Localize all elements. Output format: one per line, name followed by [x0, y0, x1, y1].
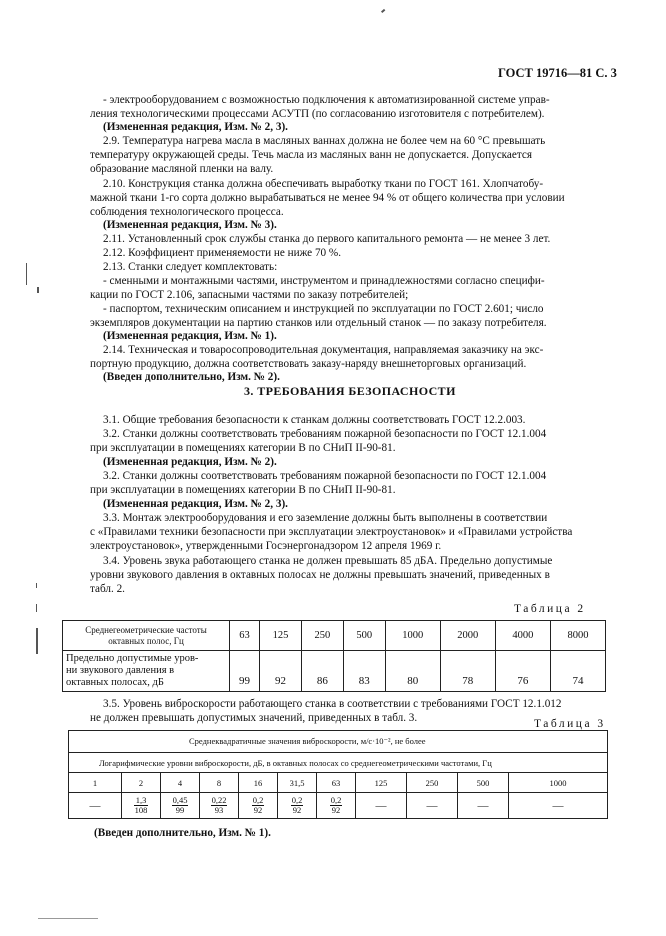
fraction-numerator: 1,3	[134, 796, 149, 807]
table3-freq: 1000	[509, 773, 608, 793]
para-3-4-line3: табл. 2.	[90, 583, 125, 595]
table2-header-label-line1: Среднегеометрические частоты	[85, 624, 207, 635]
para-2-14-line1: 2.14. Техническая и товаросопроводительная документация, направляемая заказчику на экс-	[103, 344, 544, 356]
table3-title: Среднеквадратичные значения виброскорости, м/с·10⁻², не более	[69, 731, 608, 753]
fraction-denominator: 99	[175, 805, 185, 815]
table3-cell	[161, 793, 200, 819]
scan-mark	[26, 263, 27, 285]
fraction	[330, 796, 343, 816]
para-2-13-line2: - сменными и монтажными частями, инструментом и принадлежностями согласно специфи-	[103, 275, 545, 287]
table3-freq: 4	[161, 773, 200, 793]
fraction-numerator: 0,2	[252, 794, 264, 805]
table2-freq: 4000	[495, 621, 550, 651]
fraction-denominator: 92	[292, 805, 302, 815]
para-3-5-line2: не должен превышать допустимых значений, приведенных в табл. 3.	[90, 712, 418, 724]
table3-cell	[122, 793, 161, 819]
table2-freq: 8000	[550, 621, 605, 651]
table3-cell: —	[407, 793, 458, 819]
table2-freq: 1000	[385, 621, 440, 651]
table2-value: 78	[440, 651, 495, 692]
para-3-1: 3.1. Общие требования безопасности к станкам должны соответствовать ГОСТ 12.2.003.	[103, 414, 526, 426]
para-2-13-line1: 2.13. Станки следует комплектовать:	[103, 261, 278, 273]
table2-value: 74	[550, 651, 605, 692]
table2-caption: Таблица 2	[514, 603, 586, 615]
table3-caption: Таблица 3	[534, 718, 606, 730]
table3-cell: —	[356, 793, 407, 819]
para-3-2b-line2: при эксплуатации в помещениях категории В по СНиП II-90-81.	[90, 484, 396, 496]
fraction-numerator: 0,22	[211, 794, 227, 805]
table2-row-label-line2: ни звукового давления в	[66, 665, 175, 676]
para-3-2b-note: (Измененная редакция, Изм. № 2, 3).	[103, 498, 288, 510]
table3-freq: 125	[356, 773, 407, 793]
table3-cell	[239, 793, 278, 819]
scan-mark	[36, 583, 37, 588]
fraction-numerator: 0,2	[330, 794, 342, 805]
table3-freq: 1	[69, 773, 122, 793]
para-2-9-line1: 2.9. Температура нагрева масла в масляных ваннах должна не более чем на 60 °С превышать	[103, 135, 546, 147]
table3-cell	[200, 793, 239, 819]
table2-value: 86	[301, 651, 343, 692]
para-3-2a-line1: 3.2. Станки должны соответствовать требованиям пожарной безопасности по ГОСТ 12.1.004	[103, 428, 547, 440]
para-2-13-line4: - паспортом, техническим описанием и инструкцией по эксплуатации по ГОСТ 2.601; число	[103, 303, 544, 315]
table3-cell	[278, 793, 317, 819]
table3-freq: 250	[407, 773, 458, 793]
table2-freq: 63	[230, 621, 260, 651]
scan-mark	[37, 287, 39, 293]
table2-freq: 250	[301, 621, 343, 651]
para-2-12: 2.12. Коэффициент применяемости не ниже 70 %.	[103, 247, 342, 259]
fraction	[134, 796, 149, 816]
table2-header-label-line2: октавных полос, Гц	[108, 635, 184, 646]
para-2-10-line3: соблюдения технологического процесса.	[90, 206, 284, 218]
fraction-numerator: 0,45	[172, 794, 188, 805]
para-2-10-note: (Измененная редакция, Изм. № 3).	[103, 219, 277, 231]
scan-mark	[381, 9, 385, 13]
table3-cell: —	[69, 793, 122, 819]
para-3-5-line1: 3.5. Уровень виброскорости работающего станка в соответствии с требованиями ГОСТ 12.1.012	[103, 698, 562, 710]
para-2-11: 2.11. Установленный срок службы станка до первого капитального ремонта — не менее 3 лет.	[103, 233, 551, 245]
para-2-9-line2: температуру окружающей среды. Течь масла из масляных ванн не допускается. Допускается	[90, 149, 532, 161]
para-2-14-line2: портную продукцию, должна соответствовать заказу-наряду внешнеторговых организаций.	[90, 358, 527, 370]
para-3-3-line2: с «Правилами техники безопасности при эксплуатации электроустановок» и «Правилами устройства	[90, 526, 573, 538]
para-3-3-line1: 3.3. Монтаж электрооборудования и его заземление должны быть выполнены в соответствии	[103, 512, 548, 524]
scan-mark	[36, 628, 38, 654]
table2-freq: 2000	[440, 621, 495, 651]
para-2-8-line2: ления технологическими процессами АСУТП (по согласованию изготовителя с потребителем).	[90, 108, 545, 120]
table3-cell: —	[509, 793, 608, 819]
para-3-2b-line1: 3.2. Станки должны соответствовать требованиям пожарной безопасности по ГОСТ 12.1.004	[103, 470, 547, 482]
scan-mark	[38, 918, 98, 919]
para-2-8-line1: - электрооборудованием с возможностью подключения к автоматизированной системе управ-	[103, 94, 550, 106]
table2-value: 83	[343, 651, 385, 692]
para-3-4-line2: уровни звукового давления в октавных полосах не должны превышать значений, приведенных в	[90, 569, 550, 581]
para-2-14-note: (Введен дополнительно, Изм. № 2).	[103, 371, 280, 383]
table3	[68, 730, 608, 819]
table3-freq: 2	[122, 773, 161, 793]
page-header: ГОСТ 19716—81 С. 3	[498, 66, 617, 80]
fraction	[172, 796, 189, 816]
fraction	[252, 796, 265, 816]
table2-row-label-line1: Предельно допустимые уров-	[66, 653, 199, 664]
fraction-numerator: 0,2	[291, 794, 303, 805]
table2-value: 80	[385, 651, 440, 692]
table2-value: 92	[260, 651, 302, 692]
table3-freq: 31,5	[278, 773, 317, 793]
fraction-denominator: 108	[134, 805, 148, 815]
table3-freq: 8	[200, 773, 239, 793]
section-title: 3. ТРЕБОВАНИЯ БЕЗОПАСНОСТИ	[244, 384, 456, 398]
para-2-8-note: (Измененная редакция, Изм. № 2, 3).	[103, 121, 288, 133]
fraction-denominator: 93	[214, 805, 224, 815]
para-3-2a-note: (Измененная редакция, Изм. № 2).	[103, 456, 277, 468]
table3-note: (Введен дополнительно, Изм. № 1).	[94, 827, 271, 839]
para-2-13-line5: экземпляров документации на партию станков или отдельный станок — по заказу потребителя.	[90, 317, 547, 329]
scan-mark	[36, 604, 37, 612]
para-3-3-line3: электроустановок», утвержденными Госэнергонадзором 12 апреля 1969 г.	[90, 540, 442, 552]
fraction-denominator: 92	[253, 805, 263, 815]
table2-freq: 125	[260, 621, 302, 651]
table2	[62, 620, 606, 692]
table2-value: 99	[230, 651, 260, 692]
fraction	[291, 796, 304, 816]
table3-cell: —	[458, 793, 509, 819]
para-3-4-line1: 3.4. Уровень звука работающего станка не должен превышать 85 дБА. Предельно допустимые	[103, 555, 553, 567]
table2-freq: 500	[343, 621, 385, 651]
para-2-9-line3: образование масляной пленки на валу.	[90, 163, 274, 175]
table3-cell	[317, 793, 356, 819]
para-2-13-note: (Измененная редакция, Изм. № 1).	[103, 330, 277, 342]
table3-freq: 500	[458, 773, 509, 793]
table2-row-label-line3: октавных полосах, дБ	[66, 677, 164, 688]
para-2-13-line3: кации по ГОСТ 2.106, запасными частями по заказу потребителей;	[90, 289, 409, 301]
fraction	[211, 796, 228, 816]
table2-header-label	[63, 621, 230, 651]
para-3-2a-line2: при эксплуатации в помещениях категории В по СНиП II-90-81.	[90, 442, 396, 454]
table3-freq: 63	[317, 773, 356, 793]
para-2-10-line1: 2.10. Конструкция станка должна обеспечивать выработку ткани по ГОСТ 161. Хлопчатобу-	[103, 178, 544, 190]
table3-subtitle: Логарифмические уровни виброскорости, дБ, в октавных полосах со среднегеометрическими частотами, Гц	[69, 753, 608, 773]
para-2-10-line2: мажной ткани 1-го сорта должно вырабатываться не менее 94 % от общего количества при условии	[90, 192, 565, 204]
table3-freq: 16	[239, 773, 278, 793]
table2-value: 76	[495, 651, 550, 692]
table2-row-label	[63, 651, 230, 692]
fraction-denominator: 92	[331, 805, 341, 815]
